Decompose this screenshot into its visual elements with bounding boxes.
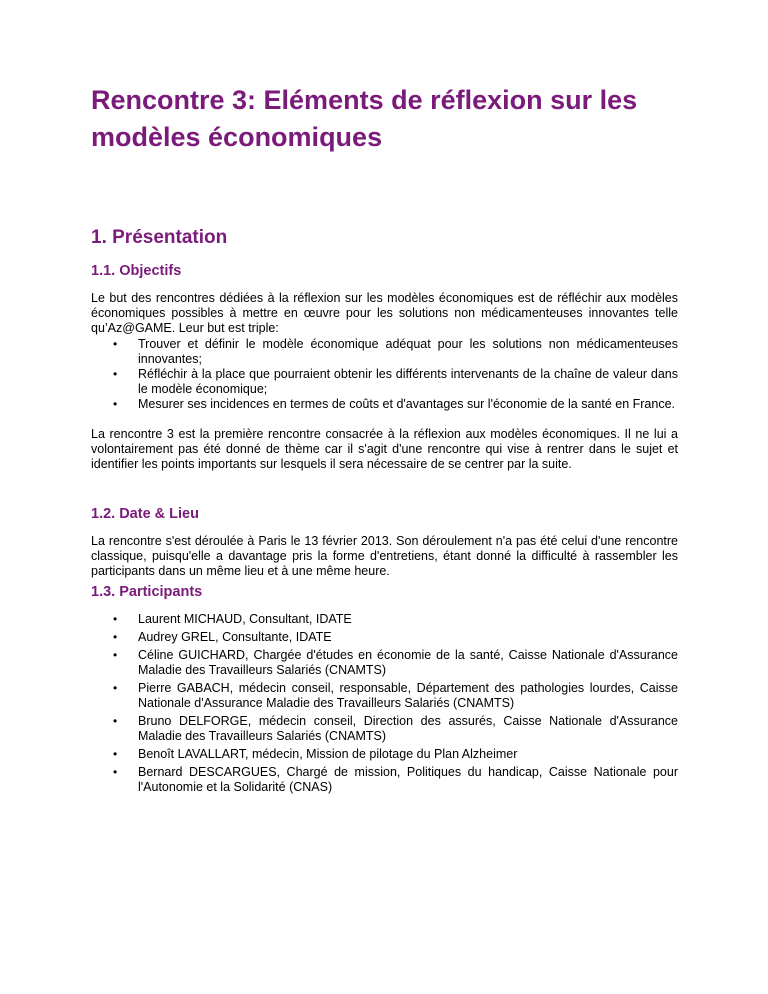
bullet-icon: • — [113, 681, 118, 695]
bullet-icon: • — [113, 612, 118, 626]
bullet-icon: • — [113, 337, 118, 351]
participants-list — [91, 612, 678, 798]
document-title: Rencontre 3: Eléments de réflexion sur les modèles économiques — [91, 85, 638, 152]
bullet-icon: • — [113, 747, 118, 761]
list-item: • Céline GUICHARD, Chargée d'études en économie de la santé, Caisse Nationale d'Assurance Maladie des Travailleurs Salariés (CNAMTS) — [113, 648, 678, 677]
list-item: • Mesurer ses incidences en termes de coûts et d'avantages sur l'économie de la santé en France. — [113, 397, 676, 411]
bullet-icon: • — [113, 765, 118, 779]
objectifs-list — [91, 337, 678, 412]
subsection-heading-date-lieu: 1.2. Date & Lieu — [91, 506, 199, 522]
list-item: • Bernard DESCARGUES, Chargé de mission, Politiques du handicap, Caisse Nationale pour l'Autonomie et la Solidarité (CNAS) — [113, 765, 678, 794]
subsection-heading-objectifs: 1.1. Objectifs — [91, 263, 182, 279]
list-item: • Bruno DELFORGE, médecin conseil, Direction des assurés, Caisse Nationale d'Assurance Maladie des Travailleurs Salariés (CNAMTS) — [113, 714, 678, 743]
list-item: • Benoît LAVALLART, médecin, Mission de pilotage du Plan Alzheimer — [113, 747, 518, 761]
bullet-icon: • — [113, 648, 118, 662]
bullet-icon: • — [113, 397, 118, 411]
date-lieu-text: La rencontre s'est déroulée à Paris le 13 février 2013. Son déroulement n'a pas été celui d'une rencontre classique, puisqu'elle a davantage pris la forme d'entretiens, étant donné la difficulté à rassembler les participants dans un même lieu et à une même heure. — [91, 534, 678, 578]
subsection-heading-participants: 1.3. Participants — [91, 584, 203, 600]
bullet-icon: • — [113, 630, 118, 644]
bullet-icon: • — [113, 714, 118, 728]
list-item: • Audrey GREL, Consultante, IDATE — [113, 630, 332, 644]
objectifs-conclusion: La rencontre 3 est la première rencontre consacrée à la réflexion aux modèles économiques. Il ne lui a volontairement pas été donné de thème car il s'agit d'une rencontre qui vise à rentrer dans le sujet et identifier les points importants sur lesquels il sera nécessaire de se centrer par la suite. — [91, 427, 678, 471]
list-item: • Pierre GABACH, médecin conseil, responsable, Département des pathologies lourdes, Caisse Nationale d'Assurance Maladie des Travailleurs Salariés (CNAMTS) — [113, 681, 678, 710]
list-item: • Trouver et définir le modèle économique adéquat pour les solutions non médicamenteuses innovantes; — [113, 337, 678, 366]
list-item: • Réfléchir à la place que pourraient obtenir les différents intervenants de la chaîne de valeur dans le modèle économique; — [113, 367, 678, 396]
list-item: • Laurent MICHAUD, Consultant, IDATE — [113, 612, 352, 626]
section-heading-presentation: 1. Présentation — [91, 227, 228, 248]
objectifs-intro: Le but des rencontres dédiées à la réflexion sur les modèles économiques est de réfléchir aux modèles économiques possibles à mettre en œuvre pour les solutions non médicamenteuses innovantes telle qu’Az@GAME. Leur but est triple: — [91, 291, 678, 335]
bullet-icon: • — [113, 367, 118, 381]
